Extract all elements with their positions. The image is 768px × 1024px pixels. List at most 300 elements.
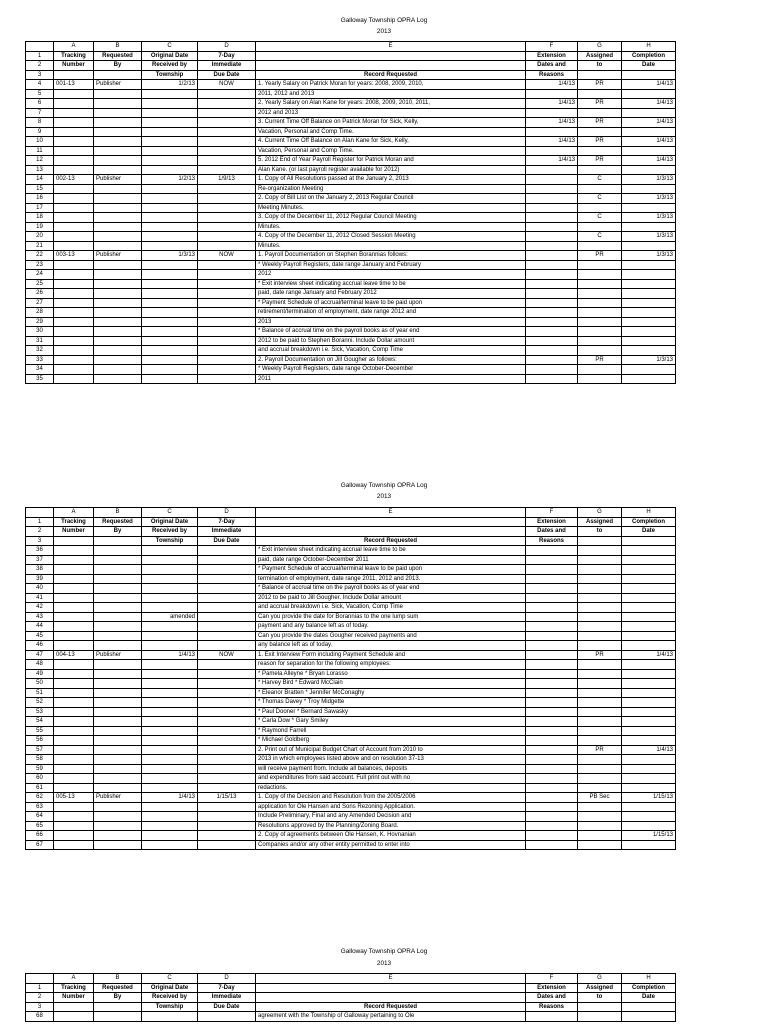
- tracking-number: 004-13: [54, 650, 94, 660]
- assigned-to: [578, 336, 622, 346]
- requested-by: [94, 717, 142, 727]
- assigned-to: PR: [578, 80, 622, 90]
- header-cell: [94, 536, 142, 546]
- assigned-to: [578, 270, 622, 280]
- record-requested: 1. Exit Interview Form including Payment Schedule and: [256, 650, 526, 660]
- header-cell: Dates and: [526, 993, 578, 1003]
- tracking-number: [54, 622, 94, 632]
- tracking-number: [54, 156, 94, 166]
- row-number: 19: [26, 222, 54, 232]
- completion-date: [622, 260, 676, 270]
- extension-date: [526, 831, 578, 841]
- requested-by: [94, 745, 142, 755]
- row-number: 18: [26, 213, 54, 223]
- record-requested: Minutes.: [256, 222, 526, 232]
- row-number: 53: [26, 707, 54, 717]
- header-cell: Record Requested: [256, 70, 526, 80]
- tracking-number: [54, 726, 94, 736]
- row-number: 6: [26, 99, 54, 109]
- due-date: [198, 260, 256, 270]
- record-requested: 1. Copy of the Decision and Resolution from the 2005/2006: [256, 793, 526, 803]
- due-date: [198, 688, 256, 698]
- tracking-number: [54, 99, 94, 109]
- row-number: 63: [26, 802, 54, 812]
- row-number: 3: [26, 70, 54, 80]
- tracking-number: [54, 260, 94, 270]
- header-cell: [578, 70, 622, 80]
- row-number: 13: [26, 165, 54, 175]
- requested-by: [94, 821, 142, 831]
- tracking-number: [54, 783, 94, 793]
- requested-by: [94, 346, 142, 356]
- table-row: [26, 793, 676, 803]
- header-cell: [256, 527, 526, 537]
- table-row: [26, 298, 676, 308]
- header-cell: 7-Day: [198, 51, 256, 61]
- table-row: [26, 270, 676, 280]
- table-row: [26, 650, 676, 660]
- original-date: 1/4/13: [142, 650, 198, 660]
- table-row: [26, 574, 676, 584]
- log-title: Galloway Township OPRA Log: [340, 17, 428, 24]
- assigned-to: [578, 717, 622, 727]
- tracking-number: [54, 812, 94, 822]
- tracking-number: [54, 717, 94, 727]
- due-date: NOW: [198, 80, 256, 90]
- assigned-to: [578, 622, 622, 632]
- completion-date: 1/4/13: [622, 156, 676, 166]
- table-row: [26, 812, 676, 822]
- due-date: [198, 99, 256, 109]
- extension-date: [526, 546, 578, 556]
- requested-by: [94, 336, 142, 346]
- record-requested: Resolutions approved by the Planning/Zoning Board.: [256, 821, 526, 831]
- table-row: [26, 184, 676, 194]
- requested-by: [94, 555, 142, 565]
- due-date: [198, 1012, 256, 1022]
- original-date: [142, 726, 198, 736]
- record-requested: Can you provide the dates Gougher received payments and: [256, 631, 526, 641]
- assigned-to: [578, 546, 622, 556]
- header-cell: Immediate: [198, 61, 256, 71]
- column-letter: H: [622, 974, 676, 984]
- record-requested: 3. Copy of the December 11, 2012 Regular Council Meeting: [256, 213, 526, 223]
- log-year: 2013: [376, 28, 392, 35]
- record-requested: 4. Current Time Off Balance on Alan Kane for Sick, Kelly,: [256, 137, 526, 147]
- completion-date: [622, 736, 676, 746]
- record-requested: * Balance of accrual time on the payroll books as of year end: [256, 584, 526, 594]
- row-number: 2: [26, 61, 54, 71]
- due-date: [198, 783, 256, 793]
- row-number: 52: [26, 698, 54, 708]
- original-date: [142, 707, 198, 717]
- header-cell: Tracking: [54, 51, 94, 61]
- row-number: 42: [26, 603, 54, 613]
- requested-by: [94, 270, 142, 280]
- header-cell: Original Date: [142, 517, 198, 527]
- completion-date: [622, 184, 676, 194]
- table-row: [26, 840, 676, 850]
- assigned-to: [578, 774, 622, 784]
- due-date: [198, 831, 256, 841]
- extension-date: [526, 679, 578, 689]
- record-requested: reason for separation for the following employees:: [256, 660, 526, 670]
- completion-date: 1/4/13: [622, 80, 676, 90]
- requested-by: [94, 241, 142, 251]
- tracking-number: [54, 279, 94, 289]
- table-row: [26, 118, 676, 128]
- assigned-to: [578, 764, 622, 774]
- original-date: [142, 108, 198, 118]
- due-date: [198, 317, 256, 327]
- row-number: 45: [26, 631, 54, 641]
- row-number: 65: [26, 821, 54, 831]
- table-row: [26, 279, 676, 289]
- record-requested: 2. Copy of Bill List on the January 2, 2013 Regular Council: [256, 194, 526, 204]
- extension-date: [526, 584, 578, 594]
- assigned-to: C: [578, 175, 622, 185]
- due-date: [198, 336, 256, 346]
- record-requested: 2011: [256, 374, 526, 384]
- original-date: [142, 355, 198, 365]
- assigned-to: [578, 298, 622, 308]
- original-date: [142, 660, 198, 670]
- completion-date: [622, 279, 676, 289]
- header-cell: Township: [142, 1002, 198, 1012]
- assigned-to: [578, 688, 622, 698]
- column-letter: H: [622, 508, 676, 518]
- due-date: [198, 603, 256, 613]
- completion-date: [622, 717, 676, 727]
- log-year: 2013: [376, 960, 392, 967]
- assigned-to: [578, 203, 622, 213]
- record-requested: 2011, 2012 and 2013: [256, 89, 526, 99]
- original-date: [142, 688, 198, 698]
- extension-date: [526, 612, 578, 622]
- completion-date: [622, 622, 676, 632]
- header-cell: Received by: [142, 61, 198, 71]
- row-number: 68: [26, 1012, 54, 1022]
- original-date: [142, 669, 198, 679]
- completion-date: 1/4/13: [622, 745, 676, 755]
- original-date: [142, 802, 198, 812]
- due-date: [198, 840, 256, 850]
- due-date: NOW: [198, 251, 256, 261]
- completion-date: [622, 365, 676, 375]
- extension-date: [526, 232, 578, 242]
- completion-date: 1/4/13: [622, 118, 676, 128]
- header-cell: Record Requested: [256, 1002, 526, 1012]
- row-number: 2: [26, 527, 54, 537]
- header-cell: Completion: [622, 983, 676, 993]
- extension-date: [526, 688, 578, 698]
- assigned-to: [578, 584, 622, 594]
- original-date: [142, 118, 198, 128]
- header-cell: [622, 536, 676, 546]
- assigned-to: [578, 631, 622, 641]
- header-cell: [256, 61, 526, 71]
- tracking-number: [54, 270, 94, 280]
- header-cell: [622, 1002, 676, 1012]
- due-date: [198, 679, 256, 689]
- table-row: [26, 565, 676, 575]
- requested-by: [94, 279, 142, 289]
- extension-date: 1/4/13: [526, 156, 578, 166]
- row-number: 39: [26, 574, 54, 584]
- header-cell: Assigned: [578, 517, 622, 527]
- original-date: [142, 308, 198, 318]
- column-letter: F: [526, 508, 578, 518]
- row-number: 41: [26, 593, 54, 603]
- extension-date: [526, 774, 578, 784]
- header-cell: Received by: [142, 527, 198, 537]
- assigned-to: [578, 641, 622, 651]
- due-date: [198, 232, 256, 242]
- extension-date: [526, 660, 578, 670]
- due-date: [198, 165, 256, 175]
- completion-date: [622, 336, 676, 346]
- header-cell: [256, 983, 526, 993]
- due-date: [198, 660, 256, 670]
- due-date: [198, 641, 256, 651]
- header-cell: Date: [622, 993, 676, 1003]
- tracking-number: [54, 764, 94, 774]
- assigned-to: [578, 165, 622, 175]
- header-cell: Dates and: [526, 527, 578, 537]
- original-date: [142, 213, 198, 223]
- table-row: [26, 222, 676, 232]
- tracking-number: [54, 612, 94, 622]
- completion-date: 1/4/13: [622, 99, 676, 109]
- requested-by: [94, 118, 142, 128]
- assigned-to: [578, 612, 622, 622]
- due-date: [198, 108, 256, 118]
- assigned-to: PB Sec: [578, 793, 622, 803]
- record-requested: application for Ole Hansen and Sons Rezoning Application.: [256, 802, 526, 812]
- extension-date: [526, 1012, 578, 1022]
- tracking-number: [54, 317, 94, 327]
- column-letter: C: [142, 508, 198, 518]
- tracking-number: [54, 707, 94, 717]
- extension-date: [526, 175, 578, 185]
- requested-by: [94, 660, 142, 670]
- original-date: [142, 317, 198, 327]
- extension-date: [526, 298, 578, 308]
- column-letter: [26, 508, 54, 518]
- assigned-to: [578, 555, 622, 565]
- header-cell: Assigned: [578, 51, 622, 61]
- tracking-number: [54, 546, 94, 556]
- requested-by: [94, 89, 142, 99]
- extension-date: [526, 555, 578, 565]
- row-number: 55: [26, 726, 54, 736]
- record-requested: 2012: [256, 270, 526, 280]
- tracking-number: [54, 831, 94, 841]
- due-date: 1/15/13: [198, 793, 256, 803]
- original-date: 1/2/13: [142, 175, 198, 185]
- row-number: 37: [26, 555, 54, 565]
- record-requested: 2. Payroll Documentation on Jill Gougher as follows:: [256, 355, 526, 365]
- record-requested: * Raymond Farrell: [256, 726, 526, 736]
- completion-date: [622, 840, 676, 850]
- header-cell: By: [94, 61, 142, 71]
- completion-date: [622, 660, 676, 670]
- completion-date: 1/3/13: [622, 232, 676, 242]
- tracking-number: [54, 165, 94, 175]
- requested-by: [94, 365, 142, 375]
- due-date: [198, 774, 256, 784]
- table-row: [26, 717, 676, 727]
- assigned-to: [578, 289, 622, 299]
- row-number: 9: [26, 127, 54, 137]
- table-row: [26, 1012, 676, 1022]
- table-row: [26, 679, 676, 689]
- requested-by: [94, 1012, 142, 1022]
- extension-date: 1/4/13: [526, 137, 578, 147]
- row-number: 4: [26, 80, 54, 90]
- original-date: [142, 365, 198, 375]
- table-row: [26, 99, 676, 109]
- original-date: [142, 574, 198, 584]
- header-row: [26, 51, 676, 61]
- extension-date: [526, 317, 578, 327]
- table-row: [26, 546, 676, 556]
- table-row: [26, 641, 676, 651]
- requested-by: [94, 99, 142, 109]
- record-requested: 5. 2012 End of Year Payroll Register for Patrick Moran and: [256, 156, 526, 166]
- row-number: 27: [26, 298, 54, 308]
- table-row: [26, 622, 676, 632]
- record-requested: redactions.: [256, 783, 526, 793]
- record-requested: Vacation, Personal and Comp Time.: [256, 127, 526, 137]
- due-date: [198, 146, 256, 156]
- extension-date: [526, 213, 578, 223]
- original-date: [142, 641, 198, 651]
- column-letter-row: [26, 42, 676, 52]
- header-cell: Reasons: [526, 536, 578, 546]
- tracking-number: [54, 631, 94, 641]
- extension-date: [526, 745, 578, 755]
- table-row: [26, 327, 676, 337]
- log-table-1: [25, 41, 676, 384]
- completion-date: [622, 89, 676, 99]
- due-date: [198, 365, 256, 375]
- row-number: 49: [26, 669, 54, 679]
- header-cell: Extension: [526, 51, 578, 61]
- table-row: [26, 802, 676, 812]
- original-date: [142, 783, 198, 793]
- extension-date: [526, 270, 578, 280]
- tracking-number: 002-13: [54, 175, 94, 185]
- original-date: [142, 584, 198, 594]
- requested-by: [94, 156, 142, 166]
- completion-date: [622, 821, 676, 831]
- row-number: 3: [26, 536, 54, 546]
- requested-by: Publisher: [94, 650, 142, 660]
- header-cell: Dates and: [526, 61, 578, 71]
- row-number: 10: [26, 137, 54, 147]
- requested-by: [94, 783, 142, 793]
- header-cell: 7-Day: [198, 517, 256, 527]
- completion-date: [622, 698, 676, 708]
- extension-date: [526, 726, 578, 736]
- column-letter: G: [578, 974, 622, 984]
- header-cell: [54, 70, 94, 80]
- row-number: 14: [26, 175, 54, 185]
- table-row: [26, 736, 676, 746]
- record-requested: 2. Copy of agreements between Ole Hansen, K. Hovnanian: [256, 831, 526, 841]
- row-number: 67: [26, 840, 54, 850]
- extension-date: [526, 289, 578, 299]
- row-number: 51: [26, 688, 54, 698]
- column-letter: F: [526, 42, 578, 52]
- header-cell: Completion: [622, 517, 676, 527]
- extension-date: [526, 251, 578, 261]
- header-cell: Requested: [94, 517, 142, 527]
- record-requested: * Payment Schedule of accrual/terminal leave to be paid upon: [256, 298, 526, 308]
- requested-by: [94, 612, 142, 622]
- completion-date: [622, 555, 676, 565]
- table-row: [26, 612, 676, 622]
- extension-date: [526, 698, 578, 708]
- table-row: [26, 631, 676, 641]
- due-date: [198, 355, 256, 365]
- table-row: [26, 555, 676, 565]
- table-row: [26, 156, 676, 166]
- column-letter: D: [198, 42, 256, 52]
- tracking-number: [54, 222, 94, 232]
- original-date: [142, 232, 198, 242]
- column-letter: [26, 42, 54, 52]
- header-cell: Received by: [142, 993, 198, 1003]
- header-cell: [622, 70, 676, 80]
- completion-date: [622, 584, 676, 594]
- table-row: [26, 831, 676, 841]
- assigned-to: [578, 346, 622, 356]
- requested-by: [94, 679, 142, 689]
- extension-date: [526, 184, 578, 194]
- tracking-number: [54, 336, 94, 346]
- row-number: 28: [26, 308, 54, 318]
- record-requested: payment and any balance left as of today.: [256, 622, 526, 632]
- completion-date: [622, 631, 676, 641]
- row-number: 36: [26, 546, 54, 556]
- original-date: [142, 812, 198, 822]
- assigned-to: PR: [578, 650, 622, 660]
- table-row: [26, 213, 676, 223]
- completion-date: [622, 108, 676, 118]
- header-cell: [256, 993, 526, 1003]
- tracking-number: [54, 232, 94, 242]
- table-row: [26, 707, 676, 717]
- extension-date: [526, 840, 578, 850]
- original-date: 1/3/13: [142, 251, 198, 261]
- requested-by: [94, 327, 142, 337]
- header-cell: Township: [142, 70, 198, 80]
- requested-by: [94, 593, 142, 603]
- original-date: [142, 194, 198, 204]
- row-number: 1: [26, 983, 54, 993]
- extension-date: 1/4/13: [526, 118, 578, 128]
- completion-date: [622, 774, 676, 784]
- extension-date: [526, 631, 578, 641]
- completion-date: [622, 669, 676, 679]
- record-requested: * Balance of accrual time on the payroll books as of year end: [256, 327, 526, 337]
- table-row: [26, 89, 676, 99]
- table-row: [26, 764, 676, 774]
- requested-by: [94, 308, 142, 318]
- due-date: [198, 308, 256, 318]
